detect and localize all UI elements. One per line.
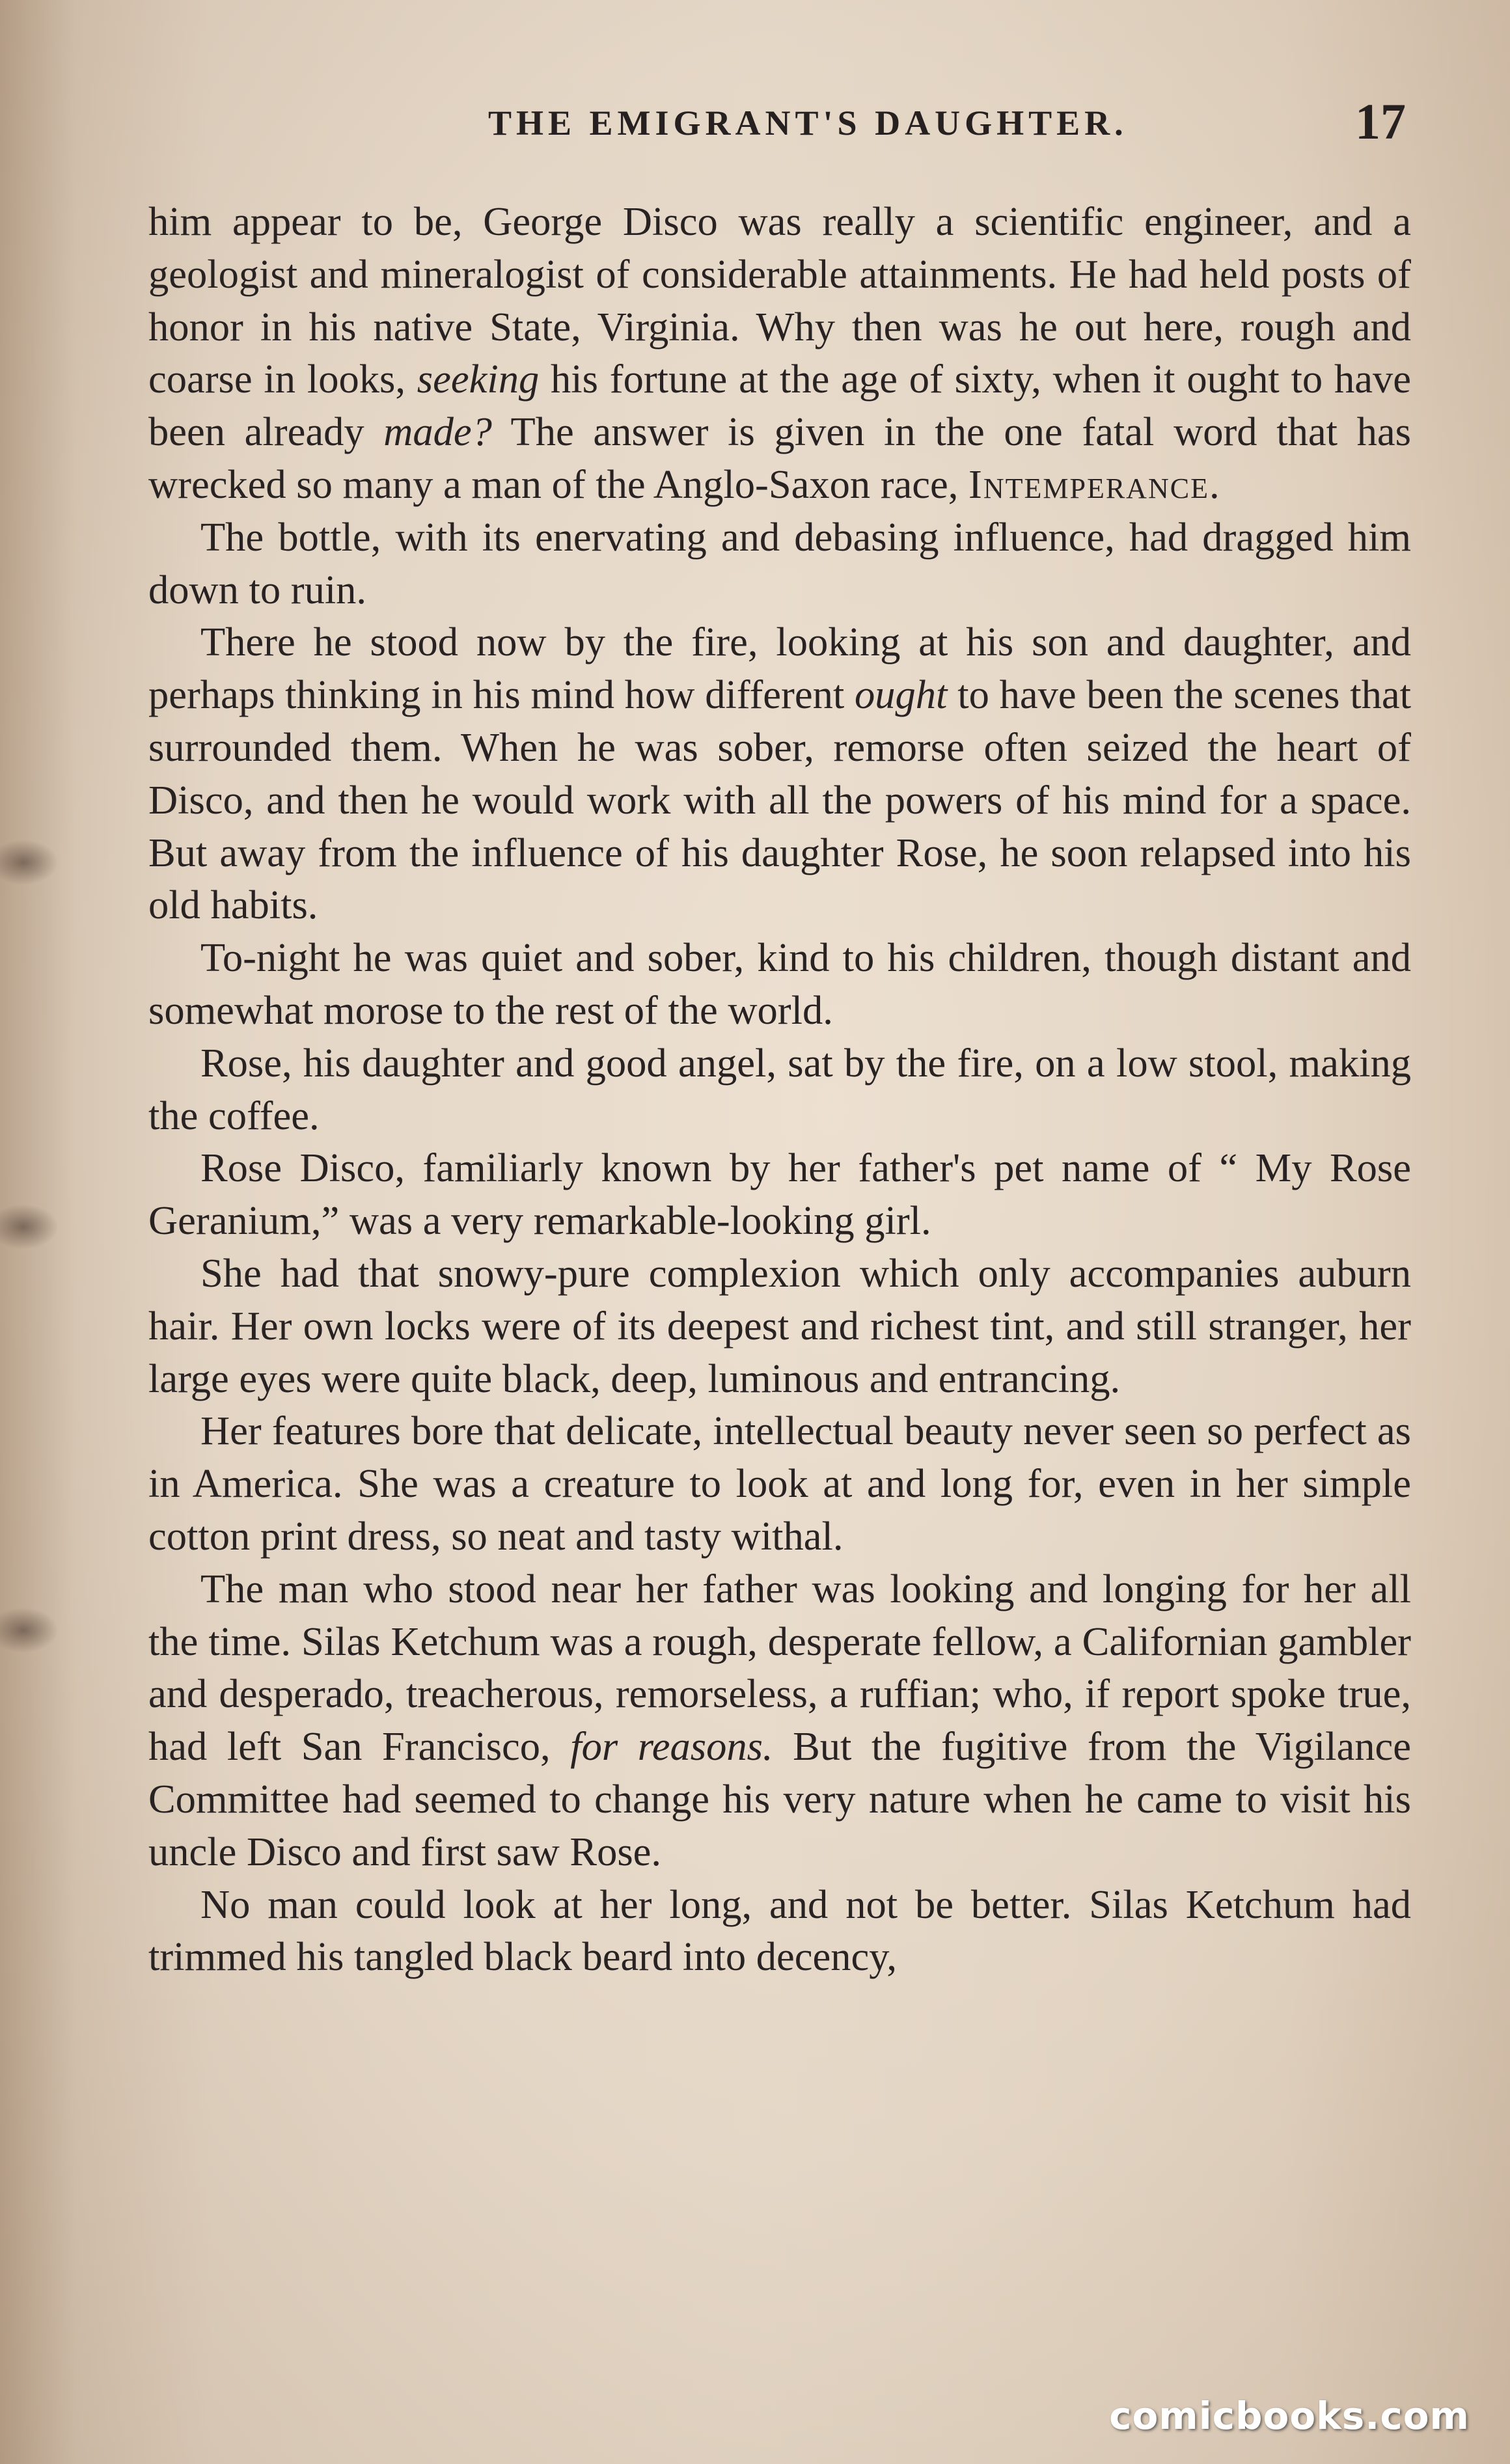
italic-text: ought (855, 672, 948, 718)
page-header (150, 91, 1406, 156)
paragraph (148, 511, 1411, 616)
italic-text: made? (383, 409, 492, 455)
paragraph (148, 931, 1411, 1037)
paragraph (148, 195, 1411, 511)
watermark: comicbooks.com (1109, 2394, 1470, 2438)
text-run: She had that snowy-pure complexion which only accompanies auburn hair. Her own locks were of its deepest and richest tint, and still stranger, her large eyes were quite black, deep, luminous and entrancing. (148, 1250, 1411, 1401)
italic-text: seeking (417, 356, 540, 402)
text-run: But the fugitive from the Vigilance Committee had seemed to change his very nature when he came to visit his uncle Disco and first saw Rose. (148, 1723, 1412, 1874)
text-run: his fortune at the age of sixty, when it ought to have been already (148, 356, 1411, 455)
text-run: No man could look at her long, and not be better. Silas Ketchum had trimmed his tangled black beard into decency, (148, 1881, 1411, 1980)
binding-mark (0, 1204, 59, 1250)
binding-mark (0, 840, 59, 885)
paragraph (148, 1563, 1411, 1878)
binding-mark (0, 1608, 59, 1653)
smallcaps-text: Intemperance. (968, 461, 1221, 507)
paragraph (148, 1404, 1411, 1562)
page-number: 17 (1355, 93, 1406, 150)
text-run: Rose, his daughter and good angel, sat by the fire, on a low stool, making the coffee. (148, 1039, 1411, 1138)
text-run: The answer is given in the one fatal word that has wrecked so many a man of the Anglo-Saxon race, (148, 409, 1411, 507)
paragraph (148, 616, 1411, 931)
text-run: The man who stood near her father was looking and longing for her all the time. Silas Ketchum was a rough, desperate fellow, a Californian gambler and desperado, treacherous, remorseless, a ruffian; who, if report spoke true, had left San Francisco, (148, 1565, 1411, 1770)
paragraph (148, 1878, 1411, 1984)
text-run: to have been the scenes that surrounded them. When he was sober, remorse often seized the heart of Disco, and then he would work with all the powers of his mind for a space. But away from the influence of his daughter Rose, he soon relapsed into his old habits. (148, 672, 1411, 928)
paragraph (148, 1247, 1411, 1404)
text-run: To-night he was quiet and sober, kind to his children, though distant and somewhat morose to the rest of the world. (148, 935, 1411, 1033)
paragraph (148, 1142, 1411, 1247)
text-run: There he stood now by the fire, looking at his son and daughter, and perhaps thinking in his mind how different (148, 619, 1411, 718)
text-run: The bottle, with its enervating and debasing influence, had dragged him down to ruin. (148, 513, 1411, 612)
running-title: THE EMIGRANT'S DAUGHTER. (488, 103, 1128, 143)
text-run: Her features bore that delicate, intellectual beauty never seen so perfect as in America. She was a creature to look at and long for, even in her simple cotton print dress, so neat and tasty withal. (148, 1408, 1411, 1559)
text-run: Rose Disco, familiarly known by her father's pet name of “ My Rose Geranium,” was a very remarkable-looking girl. (148, 1145, 1411, 1244)
italic-text: for reasons. (570, 1723, 773, 1770)
body-text (148, 195, 1411, 1983)
text-run: him appear to be, George Disco was really a scientific engineer, and a geologist and mineralogist of considerable attainments. He had held posts of honor in his native State, Virginia. Why then was he out here, rough and coarse in looks, (148, 198, 1411, 402)
paragraph (148, 1037, 1411, 1142)
